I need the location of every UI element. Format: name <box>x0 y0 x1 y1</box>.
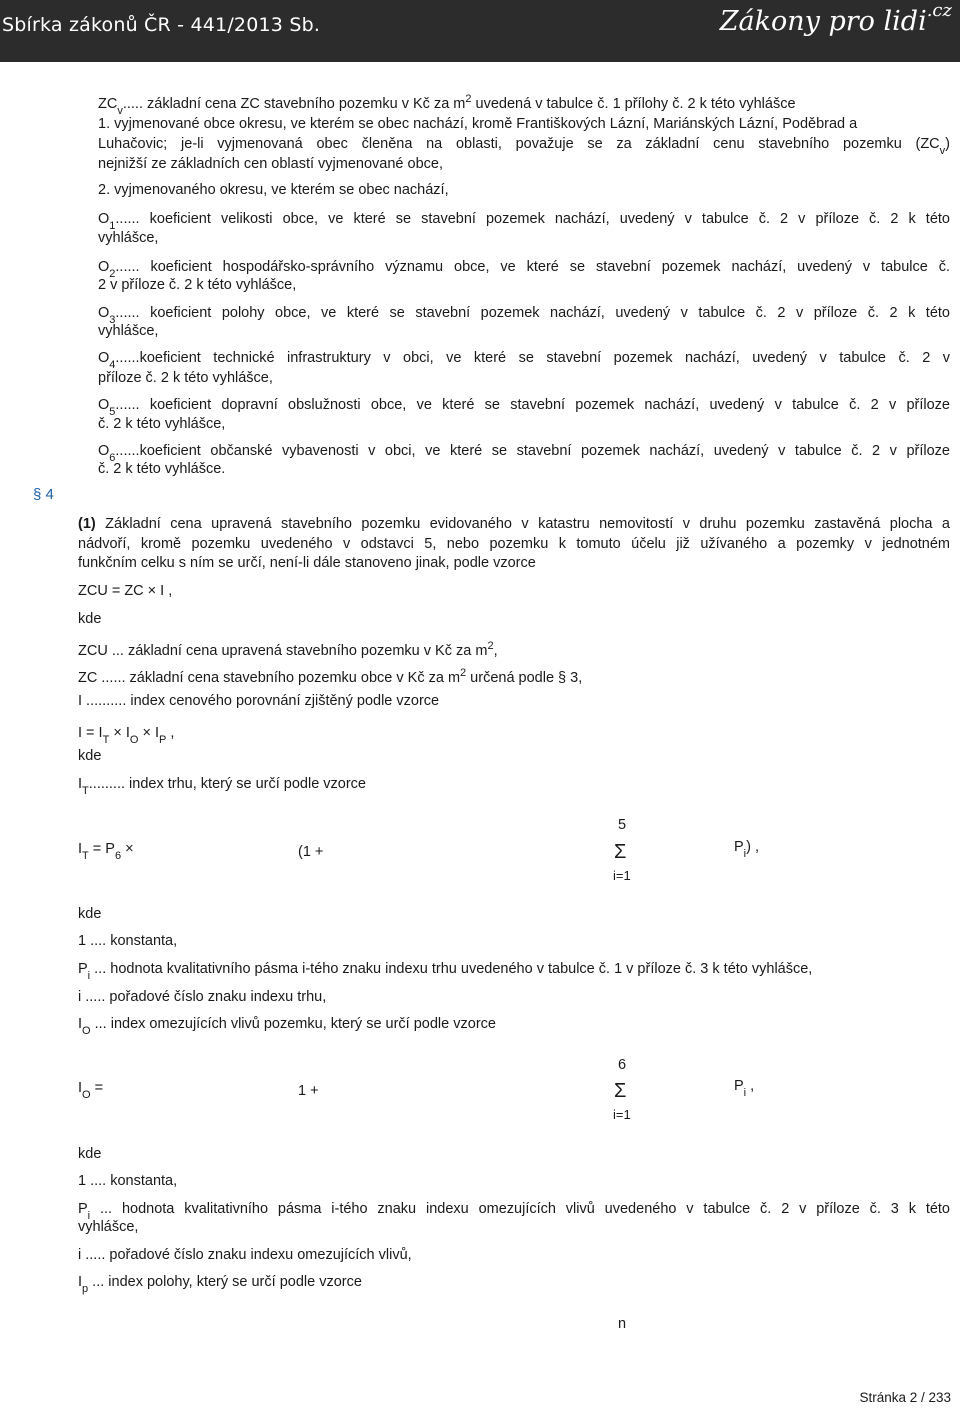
text-span: P <box>78 1201 88 1217</box>
o6-definition <box>98 442 950 464</box>
subscript: O <box>82 1089 91 1101</box>
text-span: ... hodnota kvalitativního pásma i-tého znaku indexu trhu uvedeného v tabulce č. 1 v příloze č. 3 k této vyhlášce, <box>90 961 813 977</box>
paragraph-1-line-3: funkčním celku s ním se určí, není-li dále stanoveno jinak, podle vzorce <box>78 555 536 571</box>
text-span: P <box>734 1078 744 1094</box>
formula-it-mid: (1 + <box>298 844 324 860</box>
zcv-text: ..... základní cena ZC stavebního pozemku v Kč za m <box>122 96 466 112</box>
text-span: ... index omezujících vlivů pozemku, který se určí podle vzorce <box>90 1016 496 1032</box>
sigma-symbol: Σ <box>614 1080 627 1102</box>
list-item-1: 1. vyjmenované obce okresu, ve kterém se obec nachází, kromě Františkových Lázní, Mariánských Lázní, Poděbrad a <box>98 116 858 132</box>
text-span: = P <box>88 841 115 857</box>
subscript: T <box>82 850 89 862</box>
subscript: P <box>159 734 167 746</box>
io-definition <box>78 1015 496 1037</box>
i-index-definition: i ..... pořadové číslo znaku indexu omezujících vlivů, <box>78 1247 412 1263</box>
o-symbol: O <box>98 211 110 227</box>
o-symbol: O <box>98 397 110 413</box>
text-span: ...... koeficient hospodářsko-správního významu obce, ve které se stavební pozemek nachází, uvedený v tabulce č. <box>115 259 950 275</box>
paragraph-number: (1) <box>78 516 96 532</box>
formula-io-rhs <box>734 1077 755 1099</box>
o-symbol: O <box>98 350 110 366</box>
m2-superscript: 2 <box>465 93 472 105</box>
text-span: ......koeficient občanské vybavenosti v obci, ve které se stavební pozemek nachází, uvedený v tabulce č. 2 v příloze <box>115 443 950 459</box>
o1-definition-cont: vyhlášce, <box>98 230 159 246</box>
o1-definition <box>98 210 950 232</box>
subscript: p <box>82 1283 89 1295</box>
text-span: × I <box>109 725 130 741</box>
text-span: ......koeficient technické infrastruktury v obci, ve které se stavební pozemek nachází, uvedený v tabulce č. 2 v <box>115 350 950 366</box>
list-item-1-end: nejnižší ze základních cen oblastí vyjmenované obce, <box>98 156 443 172</box>
sum-upper-limit: n <box>618 1316 627 1332</box>
o2-definition <box>98 258 950 280</box>
text-span: × I <box>138 725 160 741</box>
paragraph-1-line-1 <box>78 515 950 533</box>
logo-text: Zákony pro lidi <box>719 6 927 37</box>
sum-upper-limit: 5 <box>618 817 627 833</box>
logo-suffix: .cz <box>926 0 952 21</box>
text-span: ZCU ... základní cena upravená stavebního pozemku v Kč za m <box>78 643 488 659</box>
kde-label: kde <box>78 611 102 627</box>
subscript: i <box>87 970 91 982</box>
site-logo[interactable] <box>719 0 952 37</box>
text-span: I <box>78 841 83 857</box>
formula-it-rhs <box>734 838 760 860</box>
document-title: Sbírka zákonů ČR - 441/2013 Sb. <box>2 14 321 36</box>
header-bar <box>0 0 960 62</box>
o-subscript: 6 <box>109 452 116 464</box>
text-span: ) <box>945 136 950 152</box>
text-span: × <box>121 841 134 857</box>
list-item-2: 2. vyjmenovaného okresu, ve kterém se obec nachází, <box>98 182 449 198</box>
constant-definition: 1 .... konstanta, <box>78 933 178 949</box>
formula-io-lhs <box>78 1079 104 1101</box>
text-span: , <box>493 643 498 659</box>
formula-it-lhs <box>78 840 134 862</box>
page-number: Stránka 2 / 233 <box>859 1390 951 1405</box>
text-span: ZC ...... základní cena stavebního pozemku obce v Kč za m <box>78 670 461 686</box>
subscript: T <box>102 734 110 746</box>
zcu-definition <box>78 642 498 661</box>
text-span: I = I <box>78 725 103 741</box>
section-marker: § 4 <box>33 486 54 503</box>
zc-symbol: ZC <box>98 96 118 112</box>
o4-definition <box>98 349 950 371</box>
o-symbol: O <box>98 305 110 321</box>
pi-definition-cont: vyhlášce, <box>78 1219 139 1235</box>
text-span: P <box>78 961 88 977</box>
subscript: O <box>82 1025 91 1037</box>
constant-definition: 1 .... konstanta, <box>78 1173 178 1189</box>
o3-definition <box>98 304 950 326</box>
text-span: ... hodnota kvalitativního pásma i-tého znaku indexu omezujících vlivů uvedeného v tabulce č. 2 v příloze č. 3 k této <box>90 1201 950 1217</box>
o-symbol: O <box>98 443 110 459</box>
zcv-text-end: uvedená v tabulce č. 1 přílohy č. 2 k této vyhlášce <box>471 96 796 112</box>
pi-definition <box>78 1200 950 1222</box>
text-span: ......... index trhu, který se určí podle vzorce <box>88 776 366 792</box>
paragraph-1-line-2: nádvoří, kromě pozemku uvedeného v odstavci 5, nebo pozemku k tomuto účelu již užívaného a pozemky v jednotném <box>78 536 950 552</box>
o5-definition <box>98 396 950 418</box>
sum-lower-limit: i=1 <box>613 868 631 883</box>
m2-superscript: 2 <box>487 640 494 652</box>
subscript: i <box>87 1210 91 1222</box>
text-span: I <box>78 1080 83 1096</box>
formula-zcu: ZCU = ZC × I , <box>78 583 173 599</box>
subscript: 6 <box>114 850 122 862</box>
sum-upper-limit: 6 <box>618 1057 627 1073</box>
sigma-symbol: Σ <box>614 841 627 863</box>
text-span: , <box>166 725 175 741</box>
text-span: = <box>90 1080 104 1096</box>
o-subscript: 5 <box>109 406 116 418</box>
text-span: ...... koeficient dopravní obslužnosti obce, ve které se stavební pozemek nachází, uvedený v tabulce č. 2 v příloze <box>115 397 950 413</box>
subscript: O <box>129 734 139 746</box>
formula-i <box>78 724 175 746</box>
text-span: ...... koeficient velikosti obce, ve které se stavební pozemek nachází, uvedený v tabulce č. 2 v příloze č. 2 k této <box>115 211 950 227</box>
pi-definition <box>78 960 813 982</box>
text-span: I <box>78 1274 83 1290</box>
zc-definition <box>78 669 582 688</box>
text-span: Luhačovic; je-li vyjmenovaná obec členěna na oblasti, považuje se za základní cenu stavebního pozemku (ZC <box>98 136 940 152</box>
o2-definition-cont: 2 v příloze č. 2 k této vyhlášce, <box>98 277 297 293</box>
text-span: I <box>78 1016 83 1032</box>
text-span: P <box>734 839 744 855</box>
o4-definition-cont: příloze č. 2 k této vyhlášce, <box>98 370 273 386</box>
text-span: ) , <box>746 839 760 855</box>
sum-lower-limit: i=1 <box>613 1107 631 1122</box>
zc-subscript: v <box>117 105 123 117</box>
zc-subscript: v <box>939 145 946 157</box>
o-subscript: 3 <box>109 314 116 326</box>
ip-definition <box>78 1273 362 1295</box>
text-span: ...... koeficient polohy obce, ve které se stavební pozemek nachází, uvedený v tabulce č. 2 v příloze č. 2 k této <box>115 305 950 321</box>
list-item-1-cont <box>98 135 950 157</box>
o-subscript: 4 <box>109 359 116 371</box>
i-index-definition: i ..... pořadové číslo znaku indexu trhu, <box>78 989 327 1005</box>
o6-definition-cont: č. 2 k této vyhlášce. <box>98 461 226 477</box>
text-span: I <box>78 776 83 792</box>
kde-label: kde <box>78 748 102 764</box>
subscript: i <box>743 848 747 860</box>
o-subscript: 2 <box>109 268 116 280</box>
kde-label: kde <box>78 906 102 922</box>
subscript: T <box>82 785 89 797</box>
kde-label: kde <box>78 1146 102 1162</box>
text-span: ... index polohy, který se určí podle vzorce <box>88 1274 362 1290</box>
o3-definition-cont: vyhlášce, <box>98 323 159 339</box>
text-span: Základní cena upravená stavebního pozemku evidovaného v katastru nemovitostí v druhu pozemku zastavěná plocha a <box>95 516 950 532</box>
m2-superscript: 2 <box>460 667 467 679</box>
i-definition: I .......... index cenového porovnání zjištěný podle vzorce <box>78 693 440 709</box>
it-definition <box>78 775 366 797</box>
o5-definition-cont: č. 2 k této vyhlášce, <box>98 416 226 432</box>
o-symbol: O <box>98 259 110 275</box>
o-subscript: 1 <box>109 220 116 232</box>
text-span: , <box>746 1078 755 1094</box>
formula-io-mid: 1 + <box>298 1083 319 1099</box>
zcv-definition <box>98 93 796 117</box>
text-span: určená podle § 3, <box>466 670 583 686</box>
subscript: i <box>743 1087 747 1099</box>
